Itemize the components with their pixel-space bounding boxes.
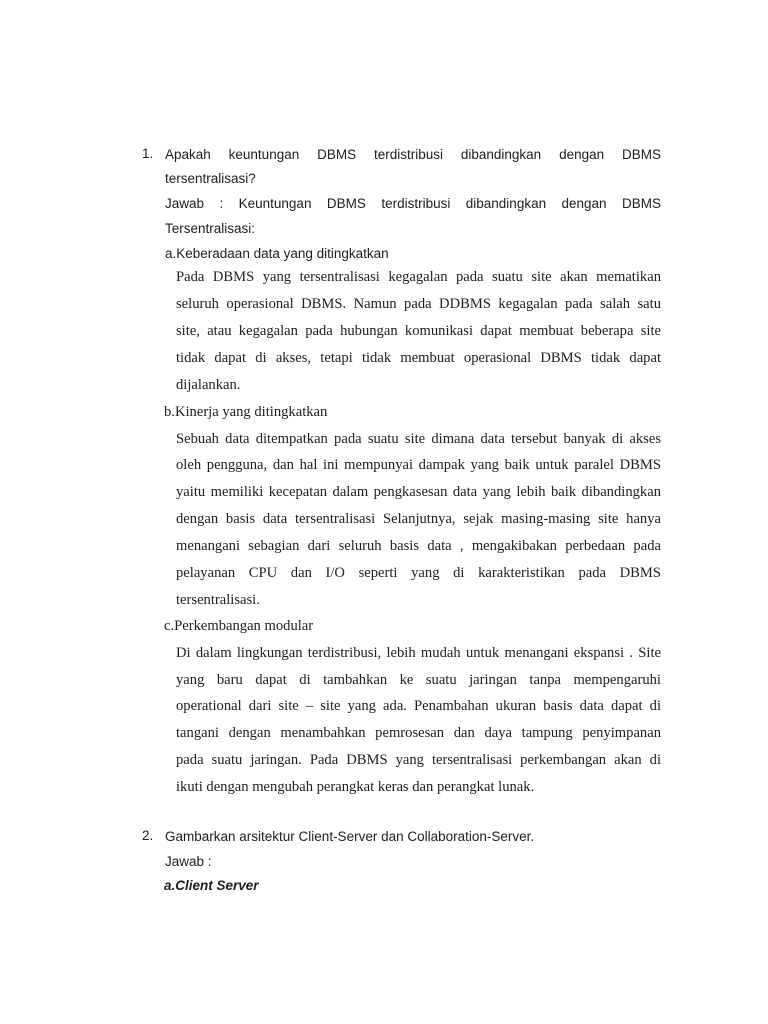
paragraph-line: yaitu memiliki kecepatan dalam pengkasesan data yang lebih baik dibandingkan [176, 484, 661, 500]
list-number: 1. [142, 146, 154, 161]
answer-intro: Jawab : Keuntungan DBMS terdistribusi dibandingkan dengan DBMS [165, 196, 661, 211]
subheading-c: c.Perkembangan modular [164, 618, 314, 634]
question-text: Gambarkan arsitektur Client-Server dan Collaboration-Server. [165, 829, 535, 844]
answer-intro: Tersentralisasi: [165, 221, 256, 236]
paragraph-line: seluruh operasional DBMS. Namun pada DDBMS kegagalan pada salah satu [176, 296, 661, 312]
paragraph-line: Pada DBMS yang tersentralisasi kegagalan pada suatu site akan mematikan [176, 269, 661, 285]
subheading-a: a.Client Server [164, 878, 259, 893]
paragraph-line: Di dalam lingkungan terdistribusi, lebih mudah untuk menangani ekspansi . Site [176, 645, 661, 661]
paragraph-line: pada suatu jaringan. Pada DBMS yang tersentralisasi perkembangan akan di [176, 752, 661, 768]
paragraph-line: tidak dapat di akses, tetapi tidak membuat operasional DBMS tidak dapat [176, 350, 661, 366]
paragraph-line: pelayanan CPU dan I/O seperti yang di karakteristikan pada DBMS [176, 565, 661, 581]
question-text: Apakah keuntungan DBMS terdistribusi dibandingkan dengan DBMS [165, 147, 661, 162]
question-text: tersentralisasi? [165, 171, 256, 186]
paragraph-line: yang baru dapat di tambahkan ke suatu jaringan tanpa mempengaruhi [176, 672, 661, 688]
paragraph-line: dengan basis data tersentralisasi Selanjutnya, sejak masing-masing site hanya [176, 511, 661, 527]
subheading-a: a.Keberadaan data yang ditingkatkan [165, 246, 389, 261]
paragraph-line: operational dari site – site yang ada. Penambahan ukuran basis data dapat di [176, 698, 661, 714]
paragraph-line: Sebuah data ditempatkan pada suatu site dimana data tersebut banyak di akses [176, 431, 661, 447]
paragraph-line: ikuti dengan mengubah perangkat keras dan perangkat lunak. [176, 779, 535, 795]
paragraph-line: oleh pengguna, dan hal ini mempunyai dampak yang baik untuk paralel DBMS [176, 457, 661, 473]
paragraph-line: tangani dengan menambahkan pemrosesan dan daya tampung penyimpanan [176, 725, 661, 741]
subheading-b: b.Kinerja yang ditingkatkan [164, 404, 328, 420]
answer-label: Jawab : [165, 854, 212, 869]
paragraph-line: tersentralisasi. [176, 592, 260, 608]
list-number: 2. [142, 828, 154, 843]
paragraph-line: site, atau kegagalan pada hubungan komunikasi dapat membuat beberapa site [176, 323, 661, 339]
paragraph-line: dijalankan. [176, 377, 241, 393]
paragraph-line: menangani sebagian dari seluruh basis data , mengakibakan perbedaan pada [176, 538, 661, 554]
